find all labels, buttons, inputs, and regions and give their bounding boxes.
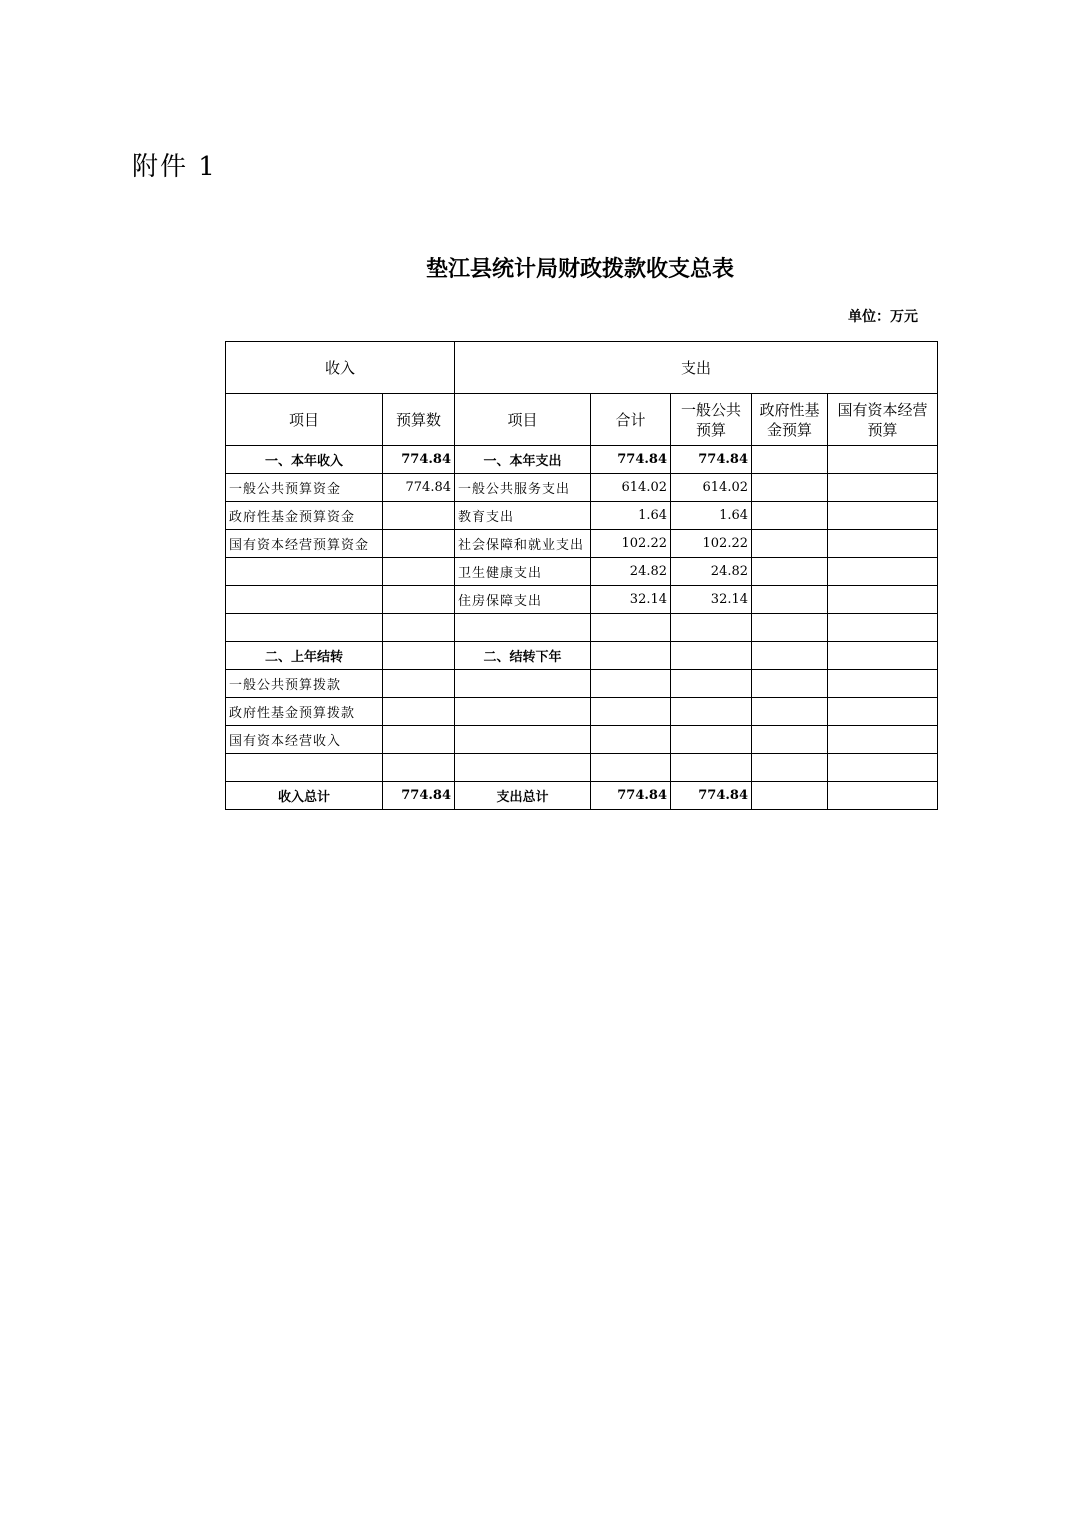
expense-item-cell: 一般公共服务支出	[455, 474, 591, 502]
expense-general-cell	[671, 726, 752, 754]
income-total-value: 774.84	[383, 782, 455, 810]
expense-total-cell	[591, 754, 671, 782]
expense-state-capital-cell	[828, 446, 938, 474]
table-row	[226, 614, 938, 642]
income-item-cell: 二、上年结转	[226, 642, 383, 670]
income-budget-cell	[383, 586, 455, 614]
expense-gov-fund-cell	[752, 502, 828, 530]
col-header-gov-fund-line1: 政府性基	[759, 400, 820, 419]
expense-total-cell	[591, 614, 671, 642]
income-budget-cell	[383, 502, 455, 530]
expense-general-cell: 32.14	[671, 586, 752, 614]
col-header-expense-item: 项目	[455, 394, 591, 446]
income-budget-cell	[383, 530, 455, 558]
expense-gov-fund-cell	[752, 474, 828, 502]
income-budget-cell	[383, 614, 455, 642]
table-row	[226, 754, 938, 782]
expense-state-capital-cell	[828, 754, 938, 782]
expense-item-cell	[455, 670, 591, 698]
table-row	[226, 474, 938, 502]
expense-gov-fund-cell	[752, 586, 828, 614]
table-row	[226, 502, 938, 530]
expense-general-cell	[671, 754, 752, 782]
table-row	[226, 530, 938, 558]
expense-total-cell: 102.22	[591, 530, 671, 558]
expense-general-cell	[671, 698, 752, 726]
budget-summary-table	[225, 341, 938, 810]
expense-state-capital-cell	[828, 586, 938, 614]
expense-state-capital-cell	[828, 558, 938, 586]
expense-gov-fund-cell	[752, 782, 828, 810]
table-row	[226, 558, 938, 586]
expense-gov-fund-cell	[752, 670, 828, 698]
income-budget-cell: 774.84	[383, 474, 455, 502]
col-header-income-item: 项目	[226, 394, 383, 446]
table-row	[226, 642, 938, 670]
expense-total-cell: 614.02	[591, 474, 671, 502]
income-budget-cell	[383, 558, 455, 586]
expense-state-capital-cell	[828, 782, 938, 810]
expense-state-capital-cell	[828, 642, 938, 670]
expense-state-capital-cell	[828, 502, 938, 530]
table-row	[226, 586, 938, 614]
table-row	[226, 698, 938, 726]
expense-gov-fund-cell	[752, 614, 828, 642]
col-header-budget: 预算数	[383, 394, 455, 446]
expense-general-cell: 1.64	[671, 502, 752, 530]
expense-state-capital-cell	[828, 530, 938, 558]
table-row-total	[226, 782, 938, 810]
table-row	[226, 446, 938, 474]
expense-state-capital-cell	[828, 474, 938, 502]
income-item-cell: 一般公共预算拨款	[226, 670, 383, 698]
expense-item-cell: 住房保障支出	[455, 586, 591, 614]
col-header-general-budget	[671, 394, 752, 446]
expense-gov-fund-cell	[752, 558, 828, 586]
expense-item-cell	[455, 614, 591, 642]
column-header-row	[226, 394, 938, 446]
expense-general-cell	[671, 642, 752, 670]
income-budget-cell	[383, 754, 455, 782]
expense-total-cell	[591, 726, 671, 754]
expense-general-cell	[671, 614, 752, 642]
expense-gov-fund-cell	[752, 698, 828, 726]
income-item-cell	[226, 614, 383, 642]
expense-total-label: 支出总计	[455, 782, 591, 810]
expense-general-cell: 774.84	[671, 782, 752, 810]
col-header-state-capital-budget	[828, 394, 938, 446]
expense-item-cell	[455, 698, 591, 726]
income-total-label: 收入总计	[226, 782, 383, 810]
income-item-cell	[226, 558, 383, 586]
expense-total-cell: 1.64	[591, 502, 671, 530]
expense-item-cell: 二、结转下年	[455, 642, 591, 670]
expense-state-capital-cell	[828, 670, 938, 698]
document-title: 垫江县统计局财政拨款收支总表	[425, 256, 734, 282]
expense-gov-fund-cell	[752, 530, 828, 558]
income-item-cell	[226, 586, 383, 614]
expense-gov-fund-cell	[752, 642, 828, 670]
table-row	[226, 670, 938, 698]
income-item-cell: 一、本年收入	[226, 446, 383, 474]
income-budget-cell	[383, 726, 455, 754]
income-item-cell: 国有资本经营收入	[226, 726, 383, 754]
expense-item-cell: 一、本年支出	[455, 446, 591, 474]
expense-general-cell: 102.22	[671, 530, 752, 558]
expense-gov-fund-cell	[752, 726, 828, 754]
expense-gov-fund-cell	[752, 446, 828, 474]
income-item-cell: 政府性基金预算资金	[226, 502, 383, 530]
col-header-state-capital-line1: 国有资本经营	[837, 400, 928, 419]
expense-total-cell	[591, 670, 671, 698]
expense-item-cell	[455, 726, 591, 754]
income-budget-cell	[383, 642, 455, 670]
income-budget-cell	[383, 670, 455, 698]
attachment-label: 附件 1	[132, 152, 217, 182]
income-item-cell: 政府性基金预算拨款	[226, 698, 383, 726]
expense-state-capital-cell	[828, 614, 938, 642]
col-header-general-line1: 一般公共	[681, 400, 742, 419]
expense-total-cell	[591, 642, 671, 670]
income-item-cell: 国有资本经营预算资金	[226, 530, 383, 558]
expense-item-cell	[455, 754, 591, 782]
expense-total-cell: 32.14	[591, 586, 671, 614]
expense-general-cell: 774.84	[671, 446, 752, 474]
expense-total-cell: 774.84	[591, 782, 671, 810]
unit-label: 单位：万元	[848, 309, 918, 325]
expense-state-capital-cell	[828, 698, 938, 726]
expense-general-cell: 24.82	[671, 558, 752, 586]
col-header-gov-fund-line2: 金预算	[767, 420, 813, 439]
expense-item-cell: 教育支出	[455, 502, 591, 530]
col-header-total: 合计	[591, 394, 671, 446]
col-header-state-capital-line2: 预算	[867, 420, 898, 439]
income-item-cell: 一般公共预算资金	[226, 474, 383, 502]
expense-item-cell: 卫生健康支出	[455, 558, 591, 586]
expense-gov-fund-cell	[752, 754, 828, 782]
expense-total-cell	[591, 698, 671, 726]
col-header-general-line2: 预算	[696, 420, 727, 439]
income-budget-cell	[383, 698, 455, 726]
table-row	[226, 726, 938, 754]
section-income-header: 收入	[226, 342, 455, 394]
expense-state-capital-cell	[828, 726, 938, 754]
income-budget-cell: 774.84	[383, 446, 455, 474]
section-header-row	[226, 342, 938, 394]
col-header-gov-fund-budget	[752, 394, 828, 446]
expense-item-cell: 社会保障和就业支出	[455, 530, 591, 558]
income-item-cell	[226, 754, 383, 782]
expense-total-cell: 24.82	[591, 558, 671, 586]
expense-general-cell: 614.02	[671, 474, 752, 502]
section-expense-header: 支出	[455, 342, 938, 394]
expense-total-cell: 774.84	[591, 446, 671, 474]
expense-general-cell	[671, 670, 752, 698]
